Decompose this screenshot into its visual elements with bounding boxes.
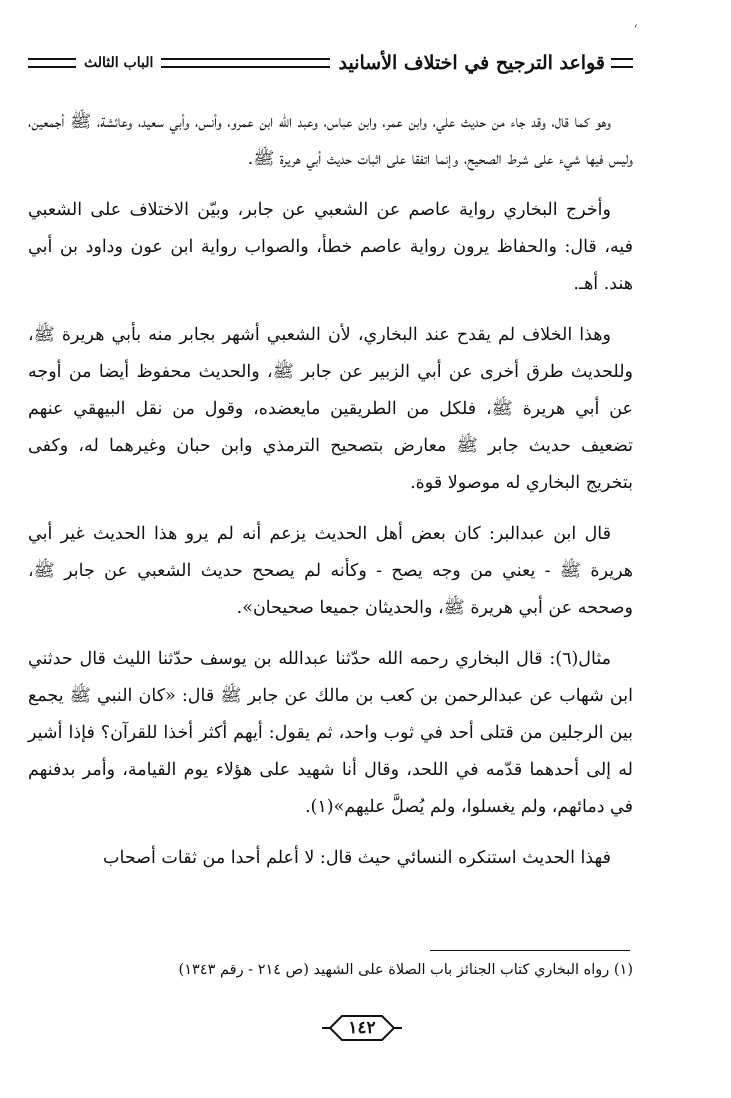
paragraph: وأخرج البخاري رواية عاصم عن الشعبي عن جابر، وبيّن الاختلاف على الشعبي فيه، قال: والحفاظ يرون رواية عاصم خطأ، والصواب رواية ابن عون وداود بن أبي هند. أهـ.	[28, 200, 633, 294]
paragraph: فهذا الحديث استنكره النسائي حيث قال: لا أعلم أحدا من ثقات أصحاب	[103, 848, 611, 868]
footnote-divider	[430, 950, 630, 951]
running-header	[28, 46, 633, 80]
book-title: قواعد الترجيح في اختلاف الأسانيد	[338, 52, 605, 74]
paragraph: وهو كما قال، وقد جاء من حديث علي، وابن عمر، وابن عباس، وعبد الله ابن عمرو، وأنس، وأبي سعيد، وعائشة، ﷺ أجمعين، وليس فيها شيء على شرط الصحيح، وإنما اتفقا على اثبات حديث أبي هريرة ﷺ.	[28, 112, 633, 169]
body-text	[28, 104, 633, 891]
paragraph: مثال(٦): قال البخاري رحمه الله حدّثنا عبدالله بن يوسف حدّثنا الليث قال حدثني ابن شهاب عن عبدالرحمن بن كعب بن مالك عن جابر ﷺ قال: «كان النبي ﷺ يجمع بين الرجلين من قتلى أحد في ثوب واحد، ثم يقول: أيهم أكثر أخذا للقرآن؟ فإذا أشير له إلى أحدهما قدّمه في اللحد، وقال أنا شهيد على هؤلاء يوم القيامة، وأمر بدفنهم في دمائهم، ولم يغسلوا، ولم يُصلَّ عليهم»(١).	[28, 649, 633, 817]
page-number	[320, 1012, 404, 1044]
header-rule-end	[28, 58, 76, 68]
header-dash	[611, 58, 633, 68]
footnote: (١) رواه البخاري كتاب الجنائز باب الصلاة على الشهيد (ص ٢١٤ - رقم ١٣٤٣)	[178, 962, 633, 978]
paragraph: قال ابن عبدالبر: كان بعض أهل الحديث يزعم أنه لم يرو هذا الحديث غير أبي هريرة ﷺ - يعني من وجه يصح - وكأنه لم يصحح حديث الشعبي عن جابر ﷺ، وصححه عن أبي هريرة ﷺ، والحديثان جميعا صحيحان».	[28, 524, 633, 618]
page-number-text: ١٤٢	[348, 1018, 376, 1038]
header-rule	[161, 58, 330, 68]
corner-mark: ׳	[634, 20, 638, 36]
chapter-title: الباب الثالث	[84, 55, 154, 71]
paragraph: وهذا الخلاف لم يقدح عند البخاري، لأن الشعبي أشهر بجابر منه بأبي هريرة ﷺ، وللحديث طرق أخرى عن أبي الزبير عن جابر ﷺ، والحديث محفوظ أيضا من أوجه عن أبي هريرة ﷺ، فلكل من الطريقين مايعضده، وقول من نقل البيهقي عنهم تضعيف حديث جابر ﷺ معارض بتصحيح الترمذي وابن حبان وغيرهما له، وكفى بتخريج البخاري له موصولا قوة.	[28, 325, 633, 493]
